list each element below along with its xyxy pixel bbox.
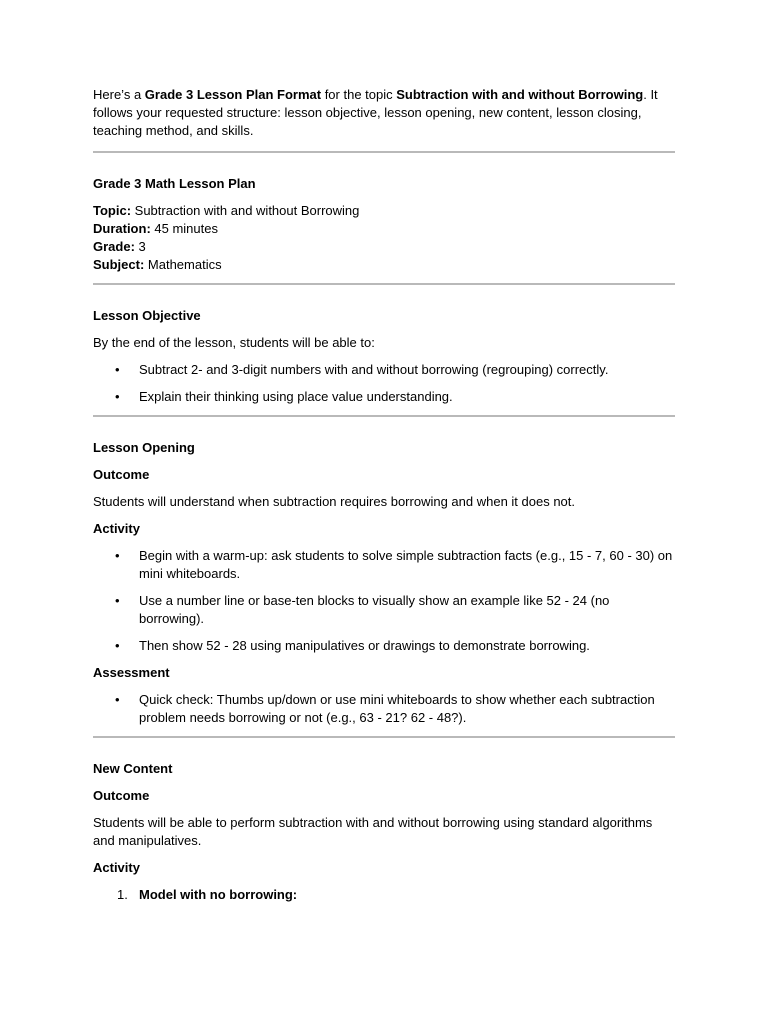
opening-outcome-label: Outcome (93, 467, 150, 482)
list-item-text: Begin with a warm-up: ask students to solve simple subtraction facts (e.g., 15 - 7, 60 - 30) on mini whiteboards. (139, 548, 673, 581)
list-item (93, 361, 675, 379)
list-item (93, 388, 675, 406)
new-content-outcome-text: Students will be able to perform subtraction with and without borrowing using standard algorithms and manipulatives. (93, 815, 653, 848)
opening-heading: Lesson Opening (93, 440, 195, 455)
meta-value: Mathematics (144, 257, 222, 272)
list-item-text: Use a number line or base-ten blocks to visually show an example like 52 - 24 (no borrowing). (139, 593, 610, 626)
divider (93, 151, 675, 153)
list-item (93, 886, 675, 904)
opening-activity-label: Activity (93, 521, 140, 536)
objective-lead: By the end of the lesson, students will be able to: (93, 335, 375, 350)
divider (93, 283, 675, 285)
opening-outcome-text: Students will understand when subtraction requires borrowing and when it does not. (93, 494, 576, 509)
step-number: 1. (117, 887, 128, 902)
meta-label: Grade: (93, 239, 135, 254)
meta-subject (93, 256, 675, 274)
divider (93, 415, 675, 417)
opening-assessment-label: Assessment (93, 665, 170, 680)
meta-label: Topic: (93, 203, 132, 218)
intro-bold-format: Grade 3 Lesson Plan Format (144, 87, 322, 102)
objective-heading: Lesson Objective (93, 308, 201, 323)
bullet-icon: • (115, 638, 120, 653)
meta-value: 45 minutes (150, 221, 218, 236)
plan-meta (93, 202, 675, 274)
meta-grade (93, 238, 675, 256)
bullet-icon: • (115, 389, 120, 404)
step-text: Model with no borrowing: (139, 887, 298, 902)
list-item-text: Subtract 2- and 3-digit numbers with and without borrowing (regrouping) correctly. (139, 362, 609, 377)
meta-duration (93, 220, 675, 238)
meta-value: Subtraction with and without Borrowing (131, 203, 360, 218)
meta-topic (93, 202, 675, 220)
opening-activity-list (93, 547, 675, 655)
list-item (93, 637, 675, 655)
list-item (93, 691, 675, 727)
intro-text: for the topic (321, 87, 397, 102)
opening-assessment-list (93, 691, 675, 727)
document-body (93, 86, 675, 904)
list-item (93, 547, 675, 583)
new-content-heading: New Content (93, 761, 173, 776)
plan-title: Grade 3 Math Lesson Plan (93, 176, 256, 191)
new-content-activity-label: Activity (93, 860, 140, 875)
list-item-text: Then show 52 - 28 using manipulatives or drawings to demonstrate borrowing. (139, 638, 590, 653)
meta-label: Duration: (93, 221, 151, 236)
bullet-icon: • (115, 692, 120, 707)
objective-list (93, 361, 675, 406)
bullet-icon: • (115, 548, 120, 563)
divider (93, 736, 675, 738)
intro-text: Here’s a (93, 87, 145, 102)
new-content-steps (93, 886, 675, 904)
bullet-icon: • (115, 362, 120, 377)
bullet-icon: • (115, 593, 120, 608)
intro-paragraph (93, 86, 675, 140)
list-item-text: Quick check: Thumbs up/down or use mini whiteboards to show whether each subtraction problem needs borrowing or not (e.g., 63 - 21? 62 - 48?). (139, 692, 655, 725)
list-item-text: Explain their thinking using place value understanding. (139, 389, 453, 404)
list-item (93, 592, 675, 628)
meta-value: 3 (134, 239, 146, 254)
intro-text: . It follows your requested structure: lesson objective, lesson opening, new content, lesson closing, teaching method, and skills. (93, 87, 658, 138)
new-content-outcome-label: Outcome (93, 788, 150, 803)
meta-label: Subject: (93, 257, 145, 272)
intro-bold-topic: Subtraction with and without Borrowing (396, 87, 644, 102)
